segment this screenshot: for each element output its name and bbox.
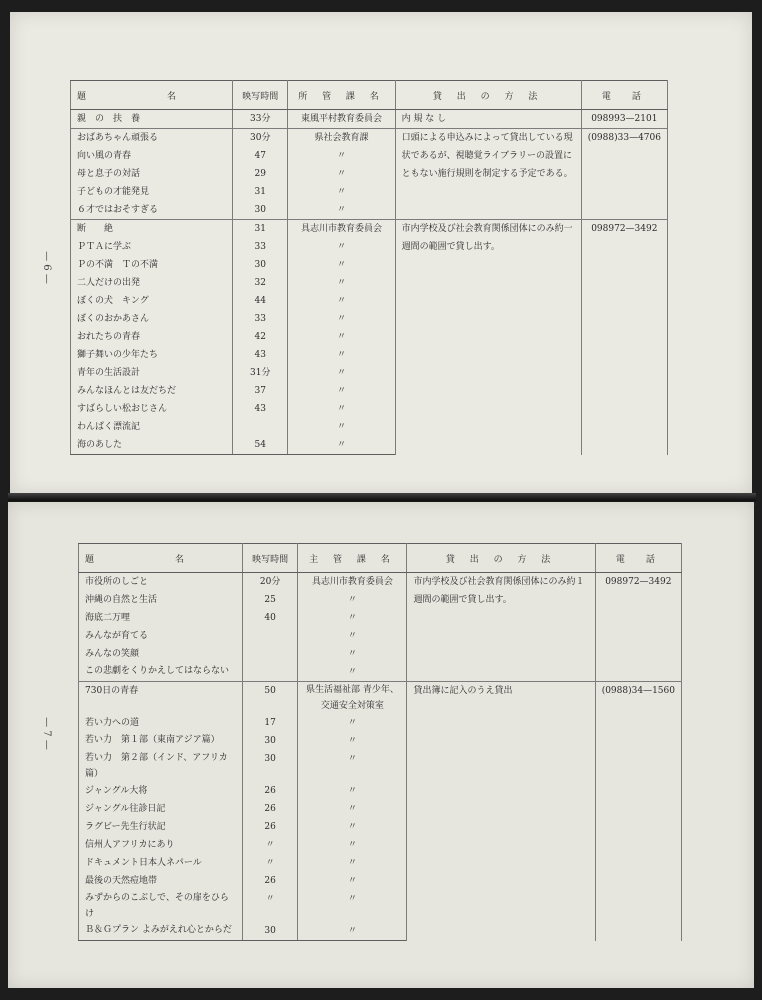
film-title-cell: 最後の天然痘地帯 [79,872,243,890]
film-title-cell: ラグビー先生行状記 [79,818,243,836]
department-cell: 〃 [288,201,395,220]
screening-time-cell: 33 [233,238,288,256]
phone-cell: (0988)34—1560 [595,682,681,941]
film-title-cell: ジャングル大将 [79,782,243,800]
film-title-cell: 海のあした [71,436,233,455]
table-row [71,129,668,148]
film-title-cell: 市役所のしごと [79,573,243,592]
department-cell: 〃 [298,782,407,800]
film-title-cell: 向い風の青春 [71,147,233,165]
film-title-cell: この悲劇をくりかえしてはならない [79,663,243,682]
lending-method-cell: 口頭による申込みによって貸出している現状であるが、視聴覚ライブラリーの設置にともない施行規則を制定する予定である。 [395,129,581,220]
film-title-cell: Ｂ＆Ｇプラン よみがえれ心とからだ [79,922,243,941]
screening-time-cell: 43 [233,400,288,418]
lending-method-cell: 市内学校及び社会教育関係団体にのみ約１週間の範囲で貸し出す。 [407,573,595,682]
department-cell: 〃 [288,382,395,400]
table-header-row [79,544,682,573]
department-cell: 〃 [288,147,395,165]
film-title-cell: 青年の生活設計 [71,364,233,382]
screening-time-cell: 33分 [233,110,288,129]
film-title-cell: 若い力への道 [79,714,243,732]
table-row [71,110,668,129]
header-phone: 電 話 [581,81,667,110]
department-cell: 〃 [288,328,395,346]
department-cell: 〃 [288,165,395,183]
film-title-cell: 親 の 扶 養 [71,110,233,129]
film-title-cell: 信州人アフリカにあり [79,836,243,854]
department-cell: 〃 [298,800,407,818]
film-title-cell: ぼくの犬 キング [71,292,233,310]
screening-time-cell: 29 [233,165,288,183]
film-title-cell: ドキュメント日本人ネパール [79,854,243,872]
department-cell: 〃 [298,836,407,854]
header-method: 貸 出 の 方 法 [395,81,581,110]
screening-time-cell: 26 [242,818,297,836]
screening-time-cell: 30分 [233,129,288,148]
table-row [71,220,668,239]
department-cell: 東風平村教育委員会 [288,110,395,129]
film-title-cell: 断 絶 [71,220,233,239]
phone-cell: 098972—3492 [595,573,681,682]
film-title-cell: わんぱく漂流記 [71,418,233,436]
department-cell: 具志川市教育委員会 [298,573,407,592]
lending-method-cell: 貸出簿に記入のうえ貸出 [407,682,595,941]
header-phone: 電 話 [595,544,681,573]
screening-time-cell: 40 [242,609,297,627]
phone-cell: 098972—3492 [581,220,667,455]
film-title-cell: 子どもの才能発見 [71,183,233,201]
film-table-bottom [78,543,682,941]
page-number-bottom: — 7 — [40,717,52,750]
header-title: 題 名 [79,544,243,573]
department-cell: 〃 [298,922,407,941]
film-title-cell: 730日の青春 [79,682,243,715]
department-cell: 〃 [288,418,395,436]
film-title-cell: みんなが育てる [79,627,243,645]
screening-time-cell: 30 [242,922,297,941]
department-cell: 〃 [288,183,395,201]
screening-time-cell: 37 [233,382,288,400]
film-title-cell: みずからのこぶしで、その扉をひらけ [79,890,243,922]
department-cell: 〃 [288,238,395,256]
screening-time-cell: 30 [233,256,288,274]
department-cell: 〃 [298,854,407,872]
department-cell: 〃 [298,663,407,682]
header-time: 映写時間 [233,81,288,110]
film-title-cell: 沖縄の自然と生活 [79,591,243,609]
film-title-cell: Ｐの不満 Ｔの不満 [71,256,233,274]
department-cell: 〃 [298,732,407,750]
page-number-top: — 6 — [40,251,52,284]
film-title-cell: ＰＴＡに学ぶ [71,238,233,256]
department-cell: 〃 [298,591,407,609]
screening-time-cell: 〃 [242,836,297,854]
lending-method-cell: 内 規 な し [395,110,581,129]
header-dept: 主 管 課 名 [298,544,407,573]
film-title-cell: 母と息子の対話 [71,165,233,183]
screening-time-cell: 26 [242,800,297,818]
screening-time-cell: 43 [233,346,288,364]
film-title-cell: ぼくのおかあさん [71,310,233,328]
department-cell: 〃 [298,627,407,645]
header-title: 題 名 [71,81,233,110]
department-cell: 〃 [288,310,395,328]
screening-time-cell: 30 [233,201,288,220]
screening-time-cell: 54 [233,436,288,455]
screening-time-cell: 20分 [242,573,297,592]
lending-method-cell: 市内学校及び社会教育関係団体にのみ約一週間の範囲で貸し出す。 [395,220,581,455]
screening-time-cell: 47 [233,147,288,165]
department-cell: 〃 [288,292,395,310]
department-cell: 〃 [298,890,407,922]
screening-time-cell: 50 [242,682,297,715]
phone-cell: 098993—2101 [581,110,667,129]
film-title-cell: 若い力 第２部（インド、アフリカ篇） [79,750,243,782]
phone-cell: (0988)33—4706 [581,129,667,220]
department-cell: 〃 [288,436,395,455]
department-cell: 〃 [298,872,407,890]
screening-time-cell: 25 [242,591,297,609]
screening-time-cell [233,418,288,436]
department-cell: 〃 [288,400,395,418]
department-cell: 〃 [298,750,407,782]
film-title-cell: おれたちの青春 [71,328,233,346]
header-time: 映写時間 [242,544,297,573]
header-method: 貸 出 の 方 法 [407,544,595,573]
header-dept: 所 管 課 名 [288,81,395,110]
department-cell: 具志川市教育委員会 [288,220,395,239]
screening-time-cell [242,645,297,663]
department-cell: 県生活福祉部 青少年、交通安全対策室 [298,682,407,715]
screening-time-cell: 30 [242,750,297,782]
department-cell: 〃 [298,818,407,836]
screening-time-cell: 33 [233,310,288,328]
film-title-cell: おばあちゃん頑張る [71,129,233,148]
department-cell: 〃 [288,256,395,274]
film-title-cell: ６才ではおそすぎる [71,201,233,220]
film-title-cell: 二人だけの出発 [71,274,233,292]
screening-time-cell: 26 [242,782,297,800]
screening-time-cell [242,663,297,682]
screening-time-cell: 〃 [242,854,297,872]
screening-time-cell: 44 [233,292,288,310]
department-cell: 〃 [288,364,395,382]
table-header-row [71,81,668,110]
film-table-top [70,80,668,455]
film-title-cell: 海底二万哩 [79,609,243,627]
film-title-cell: みんなの笑顔 [79,645,243,663]
screening-time-cell: 31 [233,183,288,201]
screening-time-cell: 17 [242,714,297,732]
table-row [79,682,682,715]
screening-time-cell: 31 [233,220,288,239]
department-cell: 〃 [288,346,395,364]
department-cell: 〃 [298,714,407,732]
film-title-cell: 若い力 第１部（東南アジア篇） [79,732,243,750]
film-title-cell: ジャングル往診日記 [79,800,243,818]
film-title-cell: 獅子舞いの少年たち [71,346,233,364]
table-row [79,573,682,592]
screening-time-cell [242,627,297,645]
film-title-cell: みんなほんとは友だちだ [71,382,233,400]
screening-time-cell: 31分 [233,364,288,382]
film-title-cell: すばらしい松おじさん [71,400,233,418]
screening-time-cell: 32 [233,274,288,292]
screening-time-cell: 〃 [242,890,297,922]
department-cell: 〃 [298,609,407,627]
department-cell: 県社会教育課 [288,129,395,148]
department-cell: 〃 [288,274,395,292]
screening-time-cell: 30 [242,732,297,750]
department-cell: 〃 [298,645,407,663]
screening-time-cell: 42 [233,328,288,346]
screening-time-cell: 26 [242,872,297,890]
